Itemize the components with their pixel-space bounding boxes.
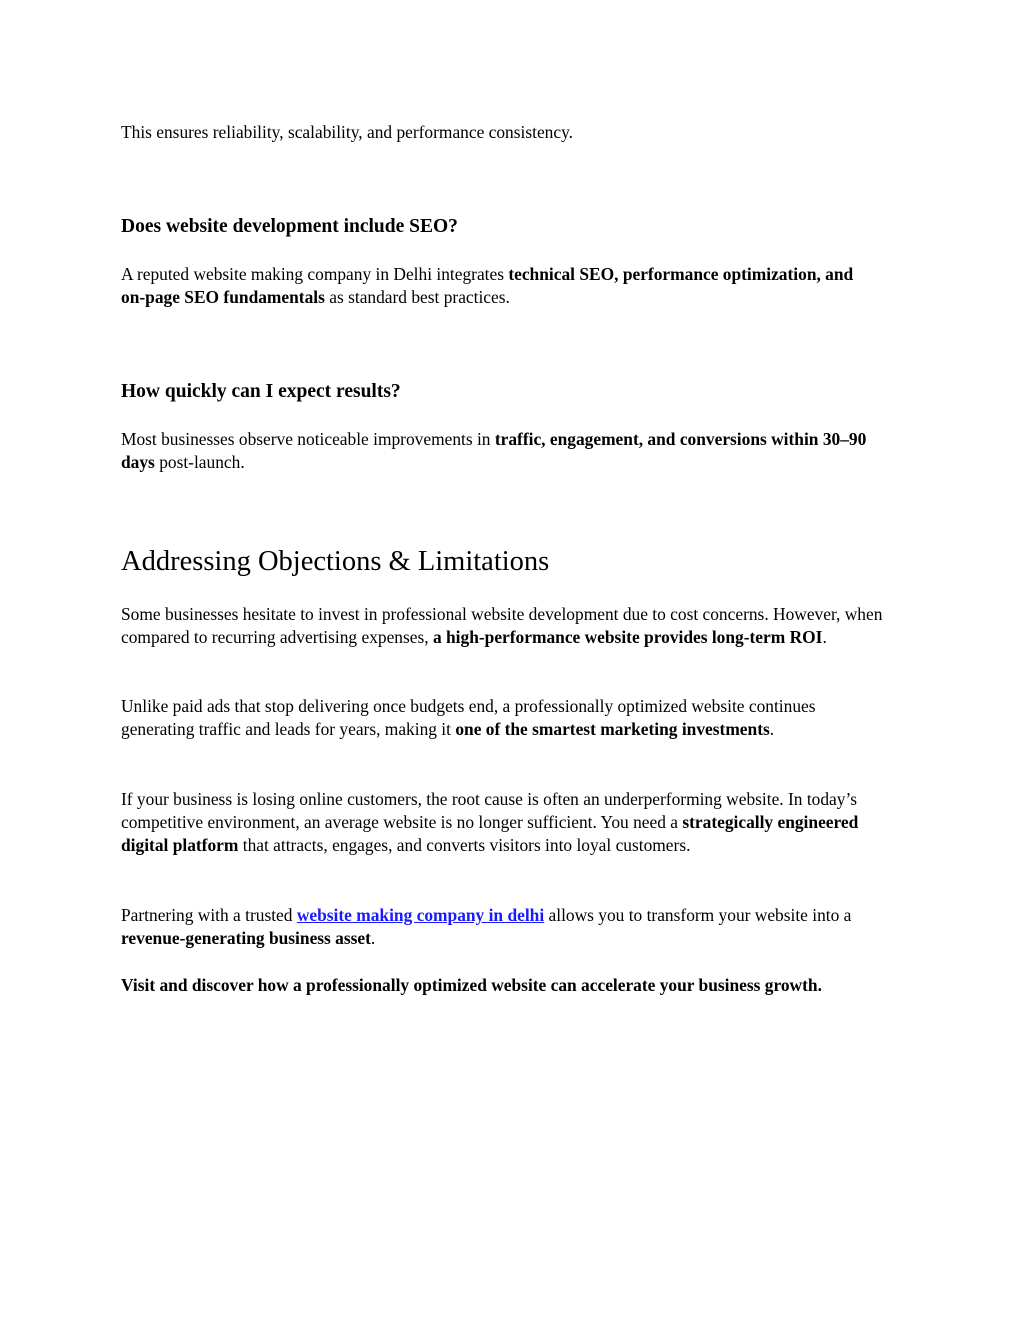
objections-paragraph-3 xyxy=(121,788,901,857)
objections-p1-end: . xyxy=(822,627,827,647)
objections-p2-text: Unlike paid ads that stop delivering once budgets end, a professionally optimized website continues generating traffic and leads for years, making it xyxy=(121,696,816,739)
objections-p4-text: Partnering with a trusted xyxy=(121,905,297,925)
faq-seo-question: Does website development include SEO? xyxy=(121,216,458,237)
website-making-company-link[interactable]: website making company in delhi xyxy=(296,905,545,925)
faq-seo-answer-end: as standard best practices. xyxy=(324,287,510,307)
faq-results-answer xyxy=(121,428,881,474)
objections-p3-text: If your business is losing online customers, the root cause is often an underperforming website. In today’s competitive environment, an average website is no longer sufficient. You need a xyxy=(121,789,858,832)
intro-text: This ensures reliability, scalability, and performance consistency. xyxy=(121,122,574,142)
faq-seo-answer-text: A reputed website making company in Delhi integrates xyxy=(121,264,509,284)
faq-results-question: How quickly can I expect results? xyxy=(121,381,401,402)
objections-p4-end: . xyxy=(370,928,376,948)
faq-seo-answer-bold: technical SEO, performance optimization, and on-page SEO fundamentals xyxy=(121,264,854,307)
cta-paragraph: Visit and discover how a professionally optimized website can accelerate your business growth. xyxy=(121,975,822,995)
objections-p3-bold: strategically engineered digital platform xyxy=(121,812,859,855)
intro-paragraph xyxy=(121,121,573,144)
objections-paragraph-4 xyxy=(121,904,861,950)
objections-p2-bold: one of the smartest marketing investments xyxy=(455,719,770,739)
objections-p4-bold: revenue-generating business asset xyxy=(121,928,371,948)
faq-seo-answer xyxy=(121,263,881,309)
objections-heading: Addressing Objections & Limitations xyxy=(121,546,550,577)
objections-paragraph-1 xyxy=(121,603,896,649)
objections-p1-text: Some businesses hesitate to invest in professional website development due to cost concerns. However, when compared to recurring advertising expenses, xyxy=(121,604,883,647)
objections-p4-mid: allows you to transform your website into a xyxy=(544,905,852,925)
objections-paragraph-2 xyxy=(121,695,861,741)
objections-p3-end: that attracts, engages, and converts visitors into loyal customers. xyxy=(238,835,691,855)
objections-p1-bold: a high-performance website provides long-term ROI xyxy=(432,627,823,647)
faq-results-answer-text: Most businesses observe noticeable improvements in xyxy=(121,429,495,449)
objections-p2-end: . xyxy=(769,719,775,739)
faq-results-answer-end: post-launch. xyxy=(154,452,245,472)
faq-results-answer-bold: traffic, engagement, and conversions within 30–90 days xyxy=(121,429,867,472)
